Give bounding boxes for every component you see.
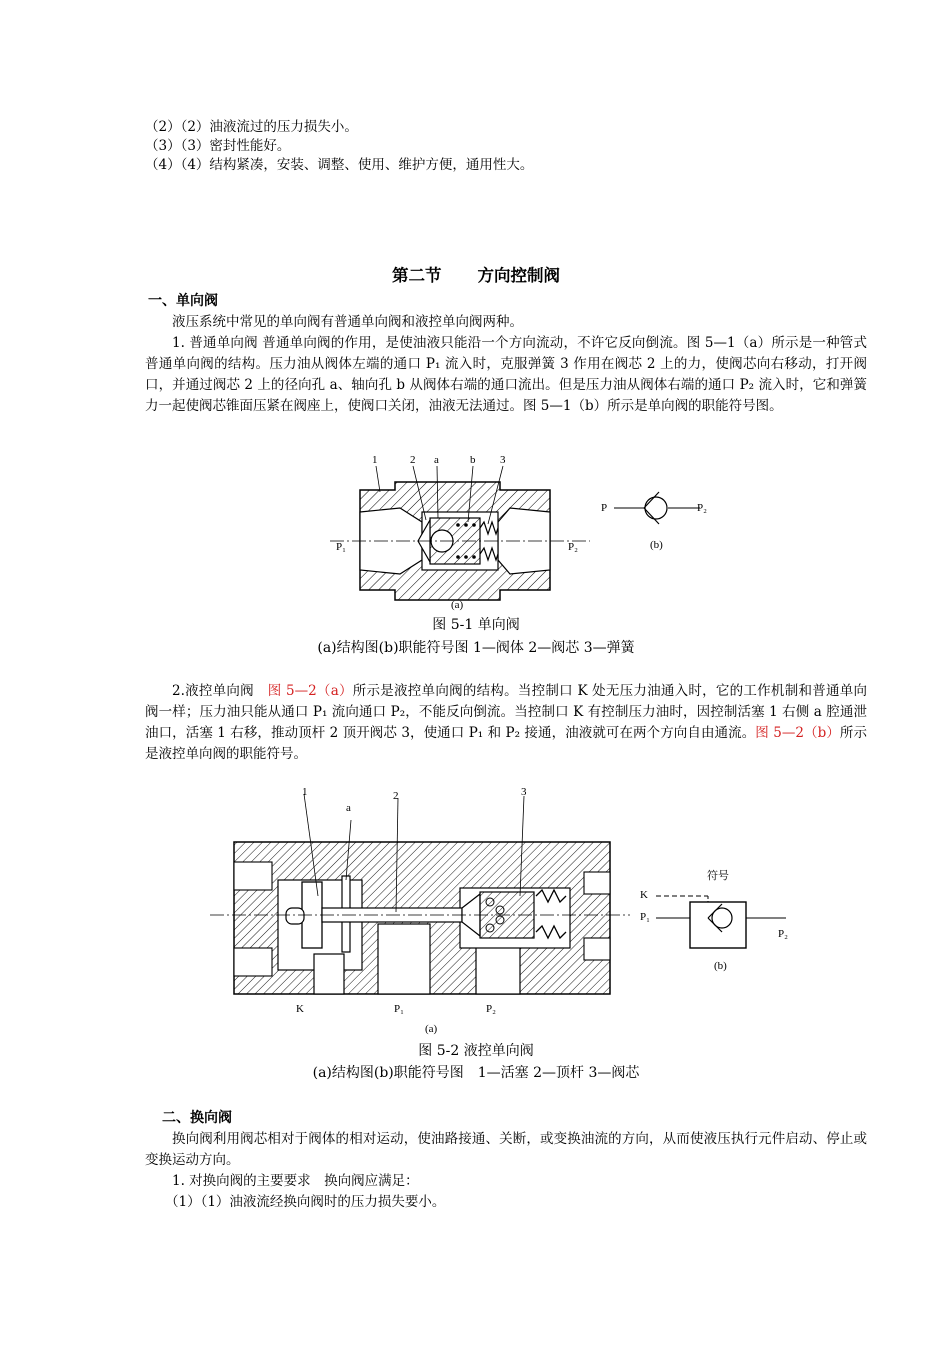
fig2-label: 2 [393, 790, 399, 802]
fig2-symbol-title: 符号 [707, 870, 729, 882]
para-lead: 2.液控单向阀 [172, 683, 268, 699]
figure-reference-link[interactable]: 图 5—2（b） [755, 725, 840, 741]
section-name: 方向控制阀 [477, 266, 560, 285]
list-item: （1）（1）油液流经换向阀时的压力损失要小。 [165, 1194, 446, 1210]
fig2-label: a [346, 802, 351, 814]
paragraph-directional-valve: 换向阀利用阀芯相对于阀体的相对运动，使油路接通、关断，或变换油流的方向，从而使液压执行元件启动、停止或变换运动方向。 [145, 1131, 867, 1168]
section-title [0, 262, 952, 286]
figure-legend: (a)结构图(b)职能符号图 1—阀体 2—阀芯 3—弹簧 [317, 640, 635, 656]
fig1-port-p2: P₂ [568, 541, 578, 553]
figure-legend: (a)结构图(b)职能符号图 1—活塞 2—顶杆 3—阀芯 [312, 1065, 640, 1081]
heading-check-valve: 一、单向阀 [148, 293, 218, 309]
fig2-label: 1 [302, 786, 308, 798]
fig2-symbol-p1: P₁ [640, 911, 650, 923]
section-number: 第二节 [392, 266, 442, 285]
figure-5-1-structure [330, 450, 590, 618]
paragraph-pilot-check-valve [145, 681, 867, 765]
para-body: 所示是液控单向阀的结构。当控制口 K 处无压力油通入时，它的工作机制和普通单向阀一样；压力油只能从通口 P₁ 流向通口 P₂，不能反向倒流。当控制口 K 有控制压力油时，因控制活塞 1 右侧 a 腔通泄油口，活塞 1 右移，推动顶杆 2 顶开阀芯 3，使通口 P₁ 和 P₂ 接通，油液就可在两个方向自由通流。 [145, 683, 867, 741]
paragraph-requirements: 1. 对换向阀的主要要求 换向阀应满足： [172, 1173, 419, 1189]
fig1-label: b [470, 454, 476, 466]
fig1-symbol-p: P [601, 502, 608, 514]
fig1-sub-a: (a) [451, 599, 464, 611]
heading-directional-valve: 二、换向阀 [162, 1110, 232, 1126]
fig2-symbol-p2: P₂ [778, 928, 788, 940]
list-item: （4）（4）结构紧凑，安装、调整、使用、维护方便，通用性大。 [145, 157, 534, 173]
fig2-symbol-k: K [640, 889, 648, 901]
fig1-port-p1: P₁ [336, 541, 346, 553]
fig1-label: 3 [500, 454, 506, 466]
fig1-sub-b: (b) [650, 539, 663, 551]
fig2-sub-a: (a) [425, 1023, 438, 1035]
fig1-label: a [434, 454, 439, 466]
fig2-port-k: K [296, 1003, 304, 1015]
check-valve-symbol [614, 490, 700, 526]
figure-reference-link[interactable]: 图 5—2（a） [267, 683, 353, 699]
pilot-check-valve-symbol [656, 880, 786, 950]
para-tail: 所示是液控单向阀的职能符号。 [145, 725, 867, 762]
figure-5-2-structure [210, 784, 630, 1004]
list-item: （2）（2）油液流过的压力损失小。 [145, 119, 358, 135]
figure-caption: 图 5-1 单向阀 [432, 617, 520, 633]
paragraph-ordinary-check-valve: 1. 普通单向阀 普通单向阀的作用，是使油液只能沿一个方向流动，不许它反向倒流。图 5—1（a）所示是一种管式普通单向阀的结构。压力油从阀体左端的通口 P₁ 流入时，克服弹簧 3 作用在阀芯 2 上的力，使阀芯向右移动，打开阀口，并通过阀芯 2 上的径向孔 a、轴向孔 b 从阀体右端的通口流出。但是压力油从阀体右端的通口 P₂ 流入时，它和弹簧力一起使阀芯锥面压紧在阀座上，使阀口关闭，油液无法通过。图 5—1（b）所示是单向阀的职能符号图。 [145, 335, 867, 414]
fig2-sub-b: (b) [714, 960, 727, 972]
fig1-symbol-p2: P₂ [697, 502, 707, 514]
fig2-label: 3 [521, 786, 527, 798]
fig1-label: 2 [410, 454, 416, 466]
list-item: （3）（3）密封性能好。 [145, 138, 291, 154]
fig2-port-p1: P₁ [394, 1003, 404, 1015]
paragraph-intro: 液压系统中常见的单向阀有普通单向阀和液控单向阀两种。 [172, 314, 523, 330]
fig1-label: 1 [372, 454, 378, 466]
figure-caption: 图 5-2 液控单向阀 [418, 1043, 534, 1059]
fig2-port-p2: P₂ [486, 1003, 496, 1015]
